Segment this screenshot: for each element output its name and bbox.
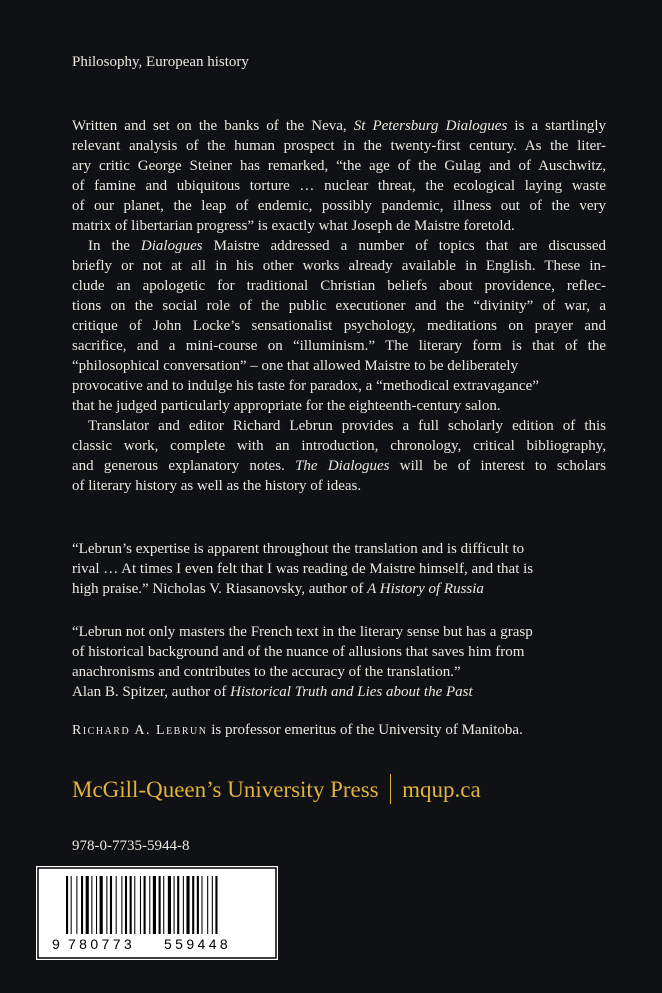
review-quote-spitzer [72,622,632,702]
quote-line: “Lebrun’s expertise is apparent throughout the translation and is difficult to [72,541,525,557]
description-line: critique of John Locke’s sensationalist psychology, meditations on prayer and [72,318,606,334]
quote-line: high praise.” Nicholas V. Riasanovsky, author of A History of Russia [72,581,484,597]
description-line: relevant analysis of the human prospect in the twenty-first century. As the liter- [72,138,606,154]
description-line: classic work, complete with an introduction, chronology, critical bibliography, [72,438,606,454]
publisher-url: mqup.ca [402,777,481,802]
description-line: ary critic George Steiner has remarked, “the age of the Gulag and of Auschwitz, [72,158,606,174]
barcode-first-digit: 9 [52,936,60,952]
isbn-number: 978-0-7735-5944-8 [72,838,190,854]
publisher-line [72,774,481,806]
quote-line: rival … At times I even felt that I was reading de Maistre himself, and that is [72,561,534,577]
barcode-left-digits: 780773 [68,936,136,952]
description-line: that he judged particularly appropriate for the eighteenth-century salon. [72,398,501,414]
description-line: of literary history as well as the history of ideas. [72,478,362,494]
barcode [36,866,278,960]
barcode-graphic [36,866,278,960]
description-line: clude an apologetic for traditional Christian beliefs about providence, reflec- [72,278,606,294]
description-line: “philosophical conversation” – one that allowed Maistre to be deliberately [72,358,519,374]
description-line: In the Dialogues Maistre addressed a number of topics that are discussed [88,238,606,254]
separator-bar [390,774,392,804]
category-label: Philosophy, European history [72,54,249,70]
description-line: provocative and to indulge his taste for paradox, a “methodical extravagance” [72,378,539,394]
quote-line: “Lebrun not only masters the French text in the literary sense but has a grasp [72,624,533,640]
quote-line: Alan B. Spitzer, author of Historical Truth and Lies about the Past [72,684,473,700]
publisher-name: McGill-Queen’s University Press [72,777,379,802]
quote-line: anachronisms and contributes to the accuracy of the translation.” [72,664,461,680]
review-quote-riasanovsky [72,539,632,599]
quote-line: of historical background and of the nuance of allusions that saves him from [72,644,525,660]
description [72,116,606,496]
description-line: of famine and ubiquitous torture … nuclear threat, the ecological laying waste [72,178,606,194]
description-line: and generous explanatory notes. The Dialogues will be of interest to scholars [72,458,606,474]
description-line: sacrifice, and a mini-course on “illuminism.” The literary form is that of the [72,338,606,354]
description-line: Translator and editor Richard Lebrun provides a full scholarly edition of this [88,418,606,434]
description-line: Written and set on the banks of the Neva, St Petersburg Dialogues is a startlingly [72,118,606,134]
author-name: Richard A. Lebrun [72,723,208,738]
description-line: matrix of libertarian progress” is exactly what Joseph de Maistre foretold. [72,218,515,234]
description-line: tions on the social role of the public executioner and the “divinity” of war, a [72,298,606,314]
description-line: of our planet, the leap of endemic, possibly pandemic, illness out of the very [72,198,606,214]
description-line: briefly or not at all in his other works already available in English. These in- [72,258,606,274]
author-bio: Richard A. Lebrun is professor emeritus of the University of Manitoba. [72,722,523,738]
barcode-right-digits: 559448 [164,936,232,952]
